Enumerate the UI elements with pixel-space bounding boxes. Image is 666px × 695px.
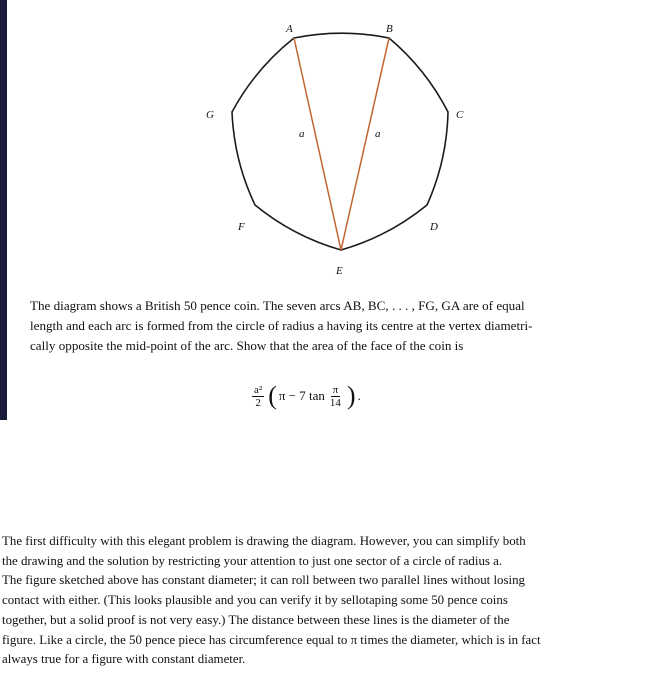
- fraction-denominator: 2: [255, 396, 261, 409]
- coin-diagram: [0, 0, 666, 290]
- problem-line-2: length and each arc is formed from the circle of radius a having its centre at the vertex diametri-: [30, 318, 533, 333]
- close-paren: ): [346, 381, 356, 410]
- solution-line-4: contact with either. (This looks plausible and you can verify it by sellotaping some 50 pence coins: [2, 593, 508, 608]
- solution-line-3: The figure sketched above has constant diameter; it can roll between two parallel lines without losing: [2, 573, 525, 588]
- fraction-numerator: a²: [254, 383, 263, 396]
- vertex-label-A: A: [286, 23, 293, 35]
- vertex-label-D: D: [430, 221, 438, 233]
- radius-EB: [341, 38, 389, 250]
- vertex-label-E: E: [336, 265, 343, 277]
- coin-outline: [232, 33, 448, 250]
- pi-minus-tan: π − 7 tan: [278, 388, 325, 403]
- solution-line-5: together, but a solid proof is not very easy.) The distance between these lines is the diameter of the: [2, 612, 510, 627]
- problem-line-3: cally opposite the mid-point of the arc. Show that the area of the face of the coin is: [30, 338, 464, 353]
- radius-EA: [294, 38, 341, 250]
- fraction-pi-over-14: [328, 384, 343, 409]
- problem-line-1: The diagram shows a British 50 pence coin. The seven arcs AB, BC, . . . , FG, GA are of equal: [30, 298, 525, 313]
- solution-text: [2, 532, 666, 670]
- radius-label-left: a: [299, 128, 305, 140]
- solution-line-7: always true for a figure with constant diameter.: [2, 652, 246, 667]
- solution-line-1: The first difficulty with this elegant problem is drawing the diagram. However, you can simplify both: [2, 534, 526, 548]
- vertex-label-C: C: [456, 109, 464, 121]
- fraction-a2-over-2: [252, 384, 264, 409]
- vertex-label-F: F: [238, 221, 245, 233]
- solution-line-6: figure. Like a circle, the 50 pence piece has circumference equal to π times the diameter, which is in fact: [2, 632, 541, 647]
- fraction-fourteen: 14: [329, 396, 341, 409]
- vertex-label-G: G: [206, 109, 214, 121]
- vertex-label-B: B: [386, 23, 393, 35]
- open-paren: (: [268, 381, 277, 410]
- fraction-pi: π: [332, 383, 339, 396]
- formula-period: .: [357, 388, 361, 403]
- solution-line-2: the drawing and the solution by restricting your attention to just one sector of a circle of radius a.: [2, 553, 503, 568]
- problem-statement: [30, 296, 656, 356]
- area-formula: [250, 376, 361, 416]
- radius-label-right: a: [375, 128, 381, 140]
